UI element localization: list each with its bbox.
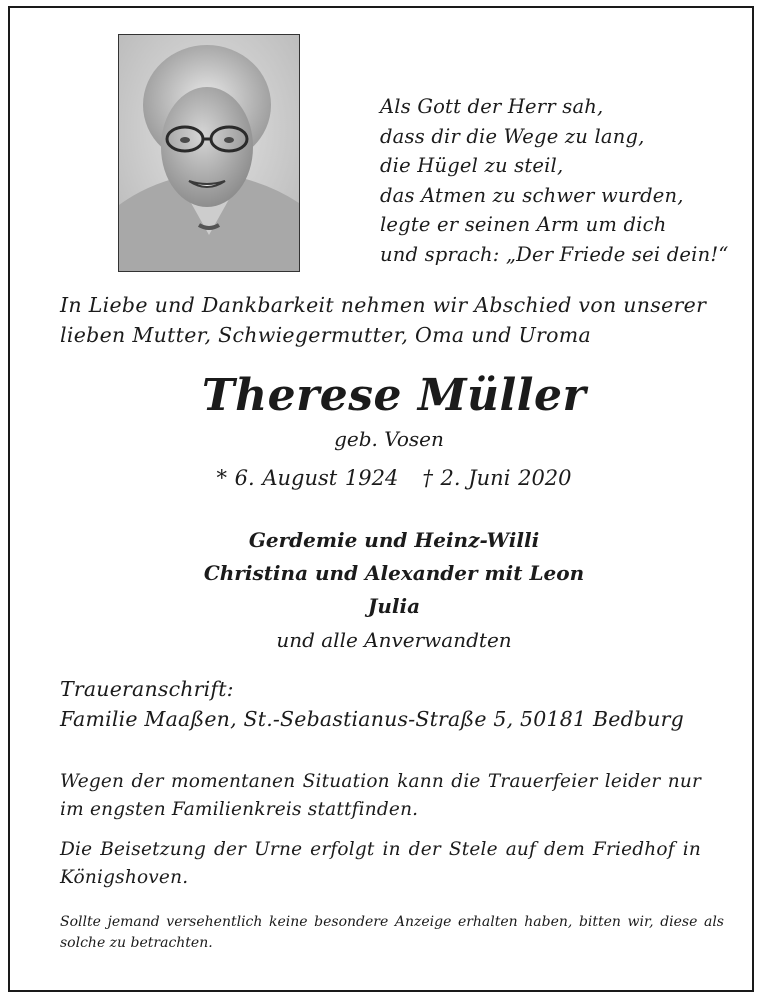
intro-line: In Liebe und Dankbarkeit nehmen wir Abschied von unserer [60,293,707,317]
farewell-intro [60,290,720,350]
portrait-icon [119,35,299,271]
intro-line: lieben Mutter, Schwiegermutter, Oma und Uroma [60,323,592,347]
birth-date: * 6. August 1924 [216,466,399,490]
deceased-name: Therese Müller [201,370,587,421]
burial-notice: Die Beisetzung der Urne erfolgt in der Stele auf dem Friedhof in Königshoven. [60,839,701,888]
poem-line: und sprach: „Der Friede sei dein!“ [380,242,729,266]
mourners-list [0,524,766,623]
poem-line: dass dir die Wege zu lang, [380,124,645,148]
mourning-address [60,674,730,734]
poem-line: das Atmen zu schwer wurden, [380,183,684,207]
poem [380,92,729,269]
ceremony-notice: Wegen der momentanen Situation kann die Trauerfeier leider nur im engsten Familienkreis stattfinden. [60,771,701,820]
portrait-photo [118,34,300,272]
address-value: Familie Maaßen, St.-Sebastianus-Straße 5, 50181 Bedburg [60,707,684,731]
poem-line: die Hügel zu steil, [380,154,564,177]
mourner-line: Christina und Alexander mit Leon [203,561,585,585]
poem-line: Als Gott der Herr sah, [380,95,604,118]
fine-print: Sollte jemand versehentlich keine besondere Anzeige erhalten haben, bitten wir, diese als solche zu betrachten. [60,914,724,951]
mourner-line: Julia [367,594,421,618]
poem-line: legte er seinen Arm um dich [380,213,667,236]
address-label: Traueranschrift: [60,677,234,701]
life-dates [0,466,766,490]
death-date: † 2. Juni 2020 [422,466,572,490]
mourner-line: Gerdemie und Heinz-Willi [248,528,540,552]
relatives-line: und alle Anverwandten [276,628,512,652]
maiden-name: geb. Vosen [334,427,444,451]
